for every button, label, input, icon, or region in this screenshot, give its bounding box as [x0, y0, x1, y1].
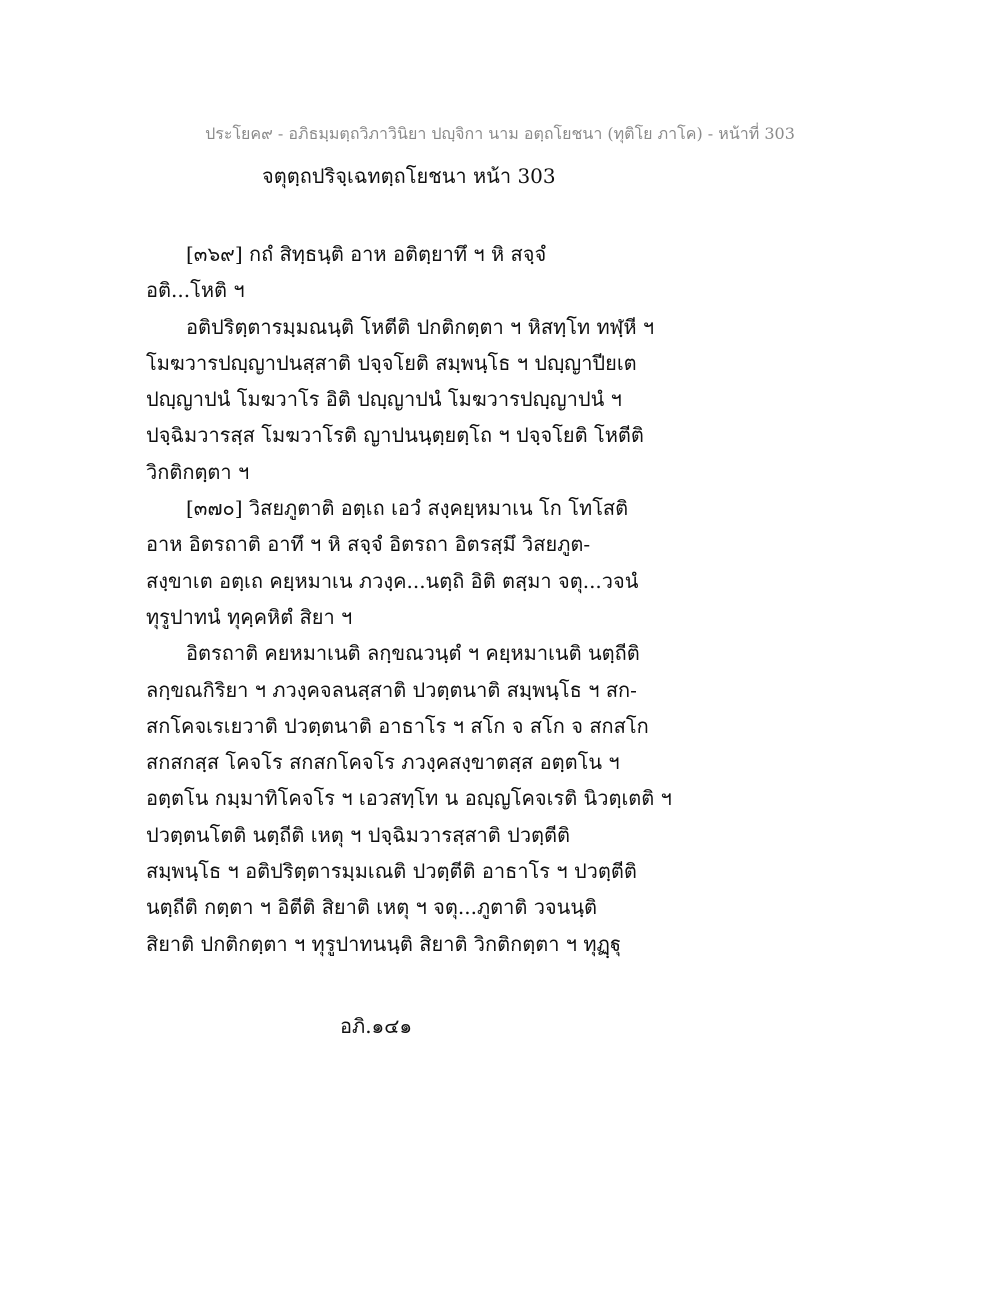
text-line: อาห อิตรถาติ อาทึ ฯ หิ สจฺจํ อิตรถา อิตรสฺมึ วิสยภูต- — [146, 532, 591, 557]
text-line: อติ...โหติ ฯ — [146, 278, 245, 303]
text-line: อติปริตฺตารมฺมณนฺติ โหตีติ ปกติกตฺตา ฯ หิสทฺโท ทฬฺหี ฯ — [186, 314, 655, 339]
text-line: สกโคจเรเยวาติ ปวตฺตนาติ อาธาโร ฯ สโก จ สโก จ สกสโก — [146, 713, 649, 738]
text-line: นตฺถีติ กตฺตา ฯ อิตีติ สิยาติ เหตุ ฯ จตุ...ภูตาติ วจนนฺติ — [146, 895, 597, 920]
running-header-text: ประโยค๙ - อภิธมฺมตฺถวิภาวินิยา ปญฺจิกา นาม อตฺถโยชนา (ทุติโย ภาโค) - หน้าที่ 303 — [205, 124, 795, 143]
page-mark: อภิ.๑๔๑ — [340, 1014, 413, 1038]
text-line: ทุรูปาทนํ ทุคฺคหิตํ สิยา ฯ — [146, 604, 353, 629]
running-header — [0, 122, 1000, 147]
text-line: สมฺพนฺโธ ฯ อติปริตฺตารมฺมเณติ ปวตฺตีติ อาธาโร ฯ ปวตฺตีติ — [146, 859, 637, 884]
text-line: ปจฺฉิมวารสฺส โมฆวาโรติ ญาปนนฺตฺยตฺโถ ฯ ปจฺจโยติ โหตีติ — [146, 423, 644, 448]
text-line: อิตรถาติ คยหมาเนติ ลกฺขณวนฺตํ ฯ คยฺหมาเนติ นตฺถีติ — [186, 641, 640, 666]
text-line: สกสกสฺส โคจโร สกสกโคจโร ภวงฺคสงฺขาตสฺส อตฺตโน ฯ — [146, 750, 620, 775]
text-line: โมฆวารปญฺญาปนสฺสาติ ปจฺจโยติ สมฺพนฺโธ ฯ ปญฺญาปียเต — [146, 350, 637, 375]
text-line: อตฺตโน กมฺมาทิโคจโร ฯ เอวสทฺโท น อญฺญโคจเรติ นิวตฺเตติ ฯ — [146, 786, 672, 811]
text-line: สิยาติ ปกติกตฺตา ฯ ทุรูปาทนนฺติ สิยาติ วิกติกตฺตา ฯ ทุฏฺฐุ — [146, 931, 622, 956]
text-line: [๓๗๐] วิสยภูตาติ อตฺเถ เอวํ สงฺคยฺหมาเน โก โทโสติ — [186, 496, 629, 521]
text-line: ปญฺญาปนํ โมฆวาโร อิติ ปญฺญาปนํ โมฆวารปญฺญาปนํ ฯ — [146, 387, 622, 412]
text-line: [๓๖๙] กถํ สิทฺธนฺติ อาห อติตฺยาทึ ฯ หิ สจฺจํ — [186, 242, 547, 266]
section-title: จตุตฺถปริจฺเฉทตฺถโยชนา หน้า 303 — [262, 164, 556, 188]
text-line: สงฺขาเต อตฺเถ คยฺหมาเน ภวงฺค...นตฺถิ อิติ ตสฺมา จตุ...วจนํ — [146, 568, 639, 593]
text-line: วิกติกตฺตา ฯ — [146, 459, 250, 484]
text-line: ปวตฺตนโตติ นตฺถีติ เหตุ ฯ ปจฺฉิมวารสฺสาติ ปวตฺตีติ — [146, 822, 571, 847]
text-line: ลกฺขณกิริยา ฯ ภวงฺคจลนสฺสาติ ปวตฺตนาติ สมฺพนฺโธ ฯ สก- — [146, 677, 637, 702]
body-text — [146, 236, 686, 962]
